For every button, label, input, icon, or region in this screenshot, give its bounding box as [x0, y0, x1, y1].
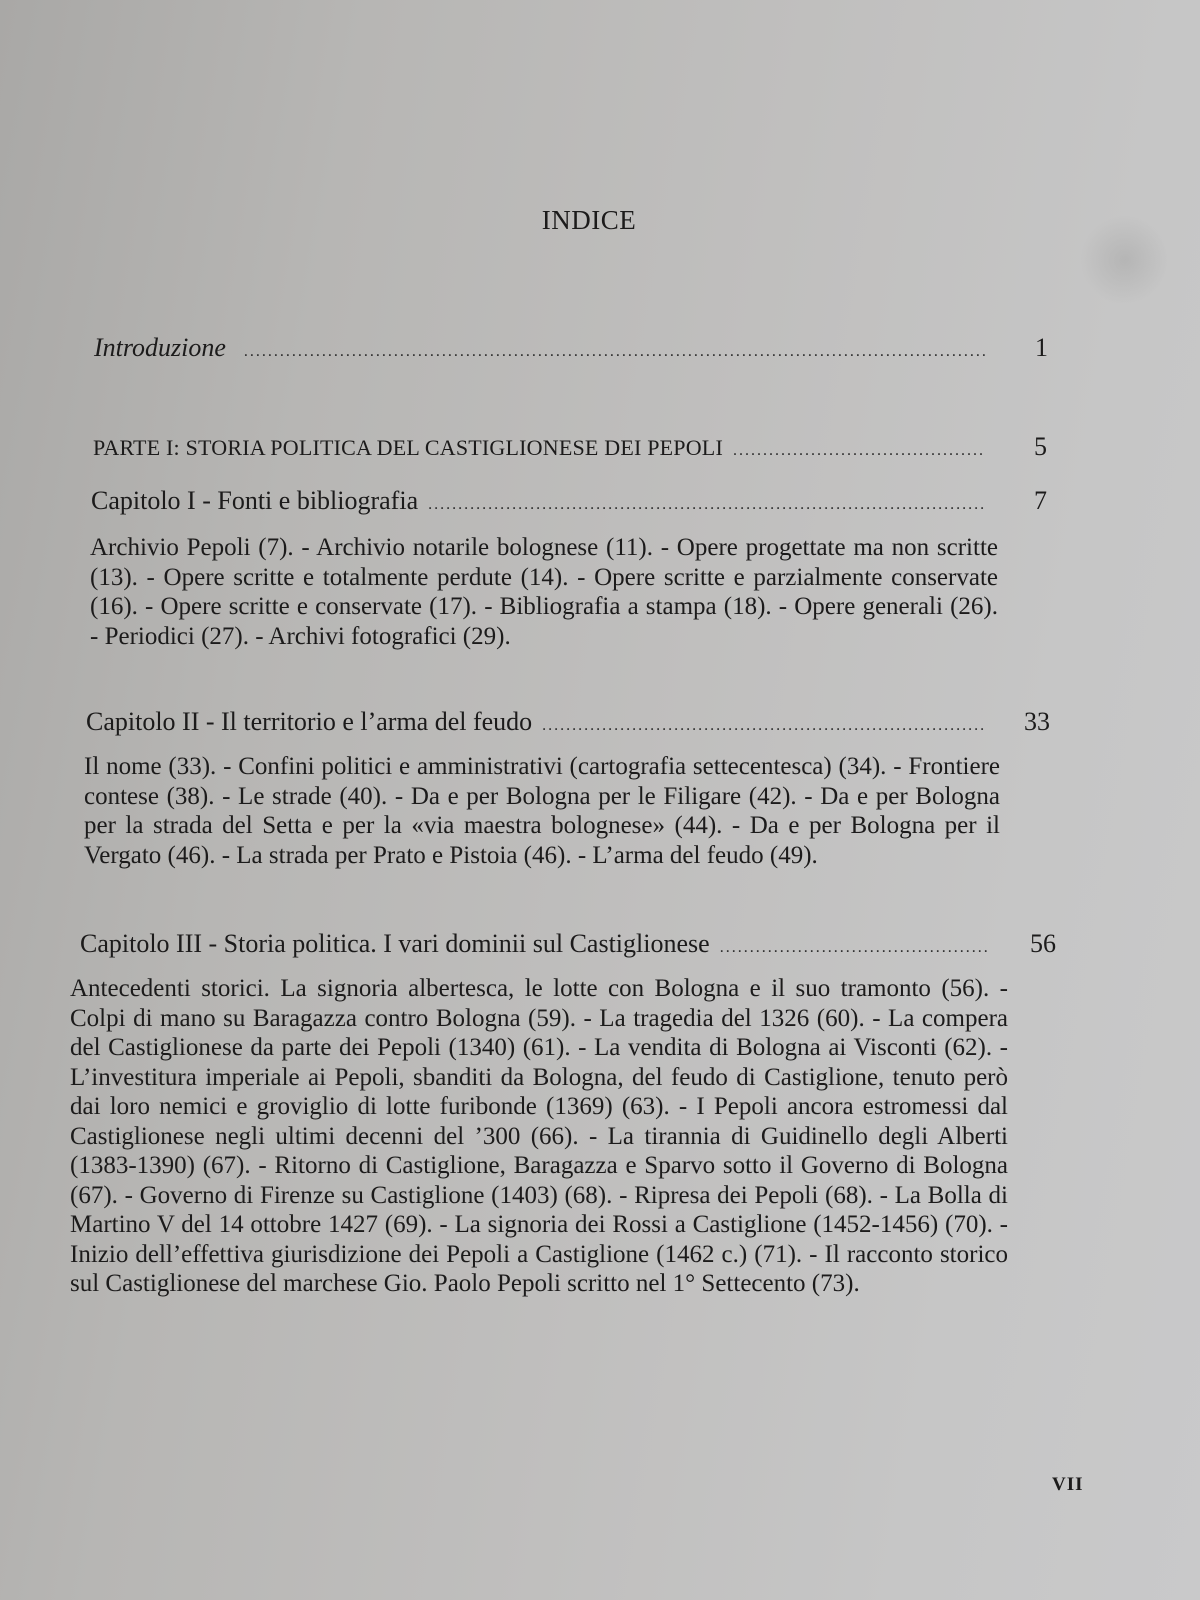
toc-entry-introduzione: [94, 333, 1048, 363]
toc-label: Capitolo I - Fonti e bibliografia: [91, 486, 419, 515]
toc-entry-capitolo-2: [86, 707, 1050, 737]
dot-leader: [428, 496, 984, 514]
toc-label: Capitolo II - Il territorio e l’arma del feudo: [86, 707, 533, 736]
dot-leader: [244, 343, 985, 361]
page-number-folio: VII: [1052, 1474, 1084, 1495]
toc-page-number: 5: [1034, 432, 1047, 461]
dot-leader: [720, 939, 990, 957]
toc-description-capitolo-3: Antecedenti storici. La signoria albertesca, le lotte con Bologna e il suo tramonto (56). - Colpi di mano su Baragazza contro Bologna (59). - La tragedia del 1326 (60). - La compera del Castiglionese da parte dei Pepoli (1340) (61). - La vendita di Bologna ai Visconti (62). - L’investitura imperiale ai Pepoli, sbanditi da Bologna, del feudo di Castiglione, tenuto però dai loro nemici e groviglio di lotte furibonde (1369) (63). - I Pepoli ancora estromessi dal Castiglionese negli ultimi decenni del ’300 (66). - La tirannia di Guidinello degli Alberti (1383-1390) (67). - Ritorno di Castiglione, Baragazza e Sparvo sotto il Governo di Bologna (67). - Governo di Firenze su Castiglione (1403) (68). - Ripresa dei Pepoli (68). - La Bolla di Martino V del 14 ottobre 1427 (69). - La signoria dei Rossi a Castiglione (1452-1456) (70). - Inizio dell’effettiva giurisdizione dei Pepoli a Castiglione (1462 c.) (71). - Il racconto storico sul Castiglionese del marchese Gio. Paolo Pepoli scritto nel 1° Settecento (73).: [70, 975, 1008, 1297]
toc-page-number: 1: [1035, 333, 1048, 362]
toc-page-number: 33: [1024, 707, 1050, 736]
page-title: INDICE: [541, 205, 637, 235]
toc-description-capitolo-2: Il nome (33). - Confini politici e amministrativi (cartografia settecentesca) (34). - Frontiere contese (38). - Le strade (40). - Da e per Bologna per le Filigare (42). - Da e per Bologna per la strada del Setta e per la «via maestra bolognese» (44). - Da e per Bologna per il Vergato (46). - La strada per Prato e Pistoia (46). - L’arma del feudo (49).: [84, 753, 1000, 869]
toc-label: Capitolo III - Storia politica. I vari dominii sul Castiglionese: [80, 929, 710, 958]
toc-entry-parte-1: [93, 432, 1047, 462]
toc-entry-capitolo-1: [91, 486, 1047, 516]
dot-leader: [733, 442, 984, 460]
toc-page-number: 56: [1030, 929, 1056, 958]
toc-entry-capitolo-3: [80, 929, 1056, 959]
toc-page-number: 7: [1034, 486, 1047, 515]
dot-leader: [542, 717, 984, 735]
toc-label: PARTE I: STORIA POLITICA DEL CASTIGLIONESE DEI PEPOLI: [93, 435, 723, 460]
toc-description-capitolo-1: Archivio Pepoli (7). - Archivio notarile bolognese (11). - Opere progettate ma non scritte (13). - Opere scritte e totalmente perdute (14). - Opere scritte e parzialmente conservate (16). - Opere scritte e conservate (17). - Bibliografia a stampa (18). - Opere generali (26). - Periodici (27). - Archivi fotografici (29).: [90, 534, 998, 650]
toc-label: Introduzione: [94, 333, 226, 362]
